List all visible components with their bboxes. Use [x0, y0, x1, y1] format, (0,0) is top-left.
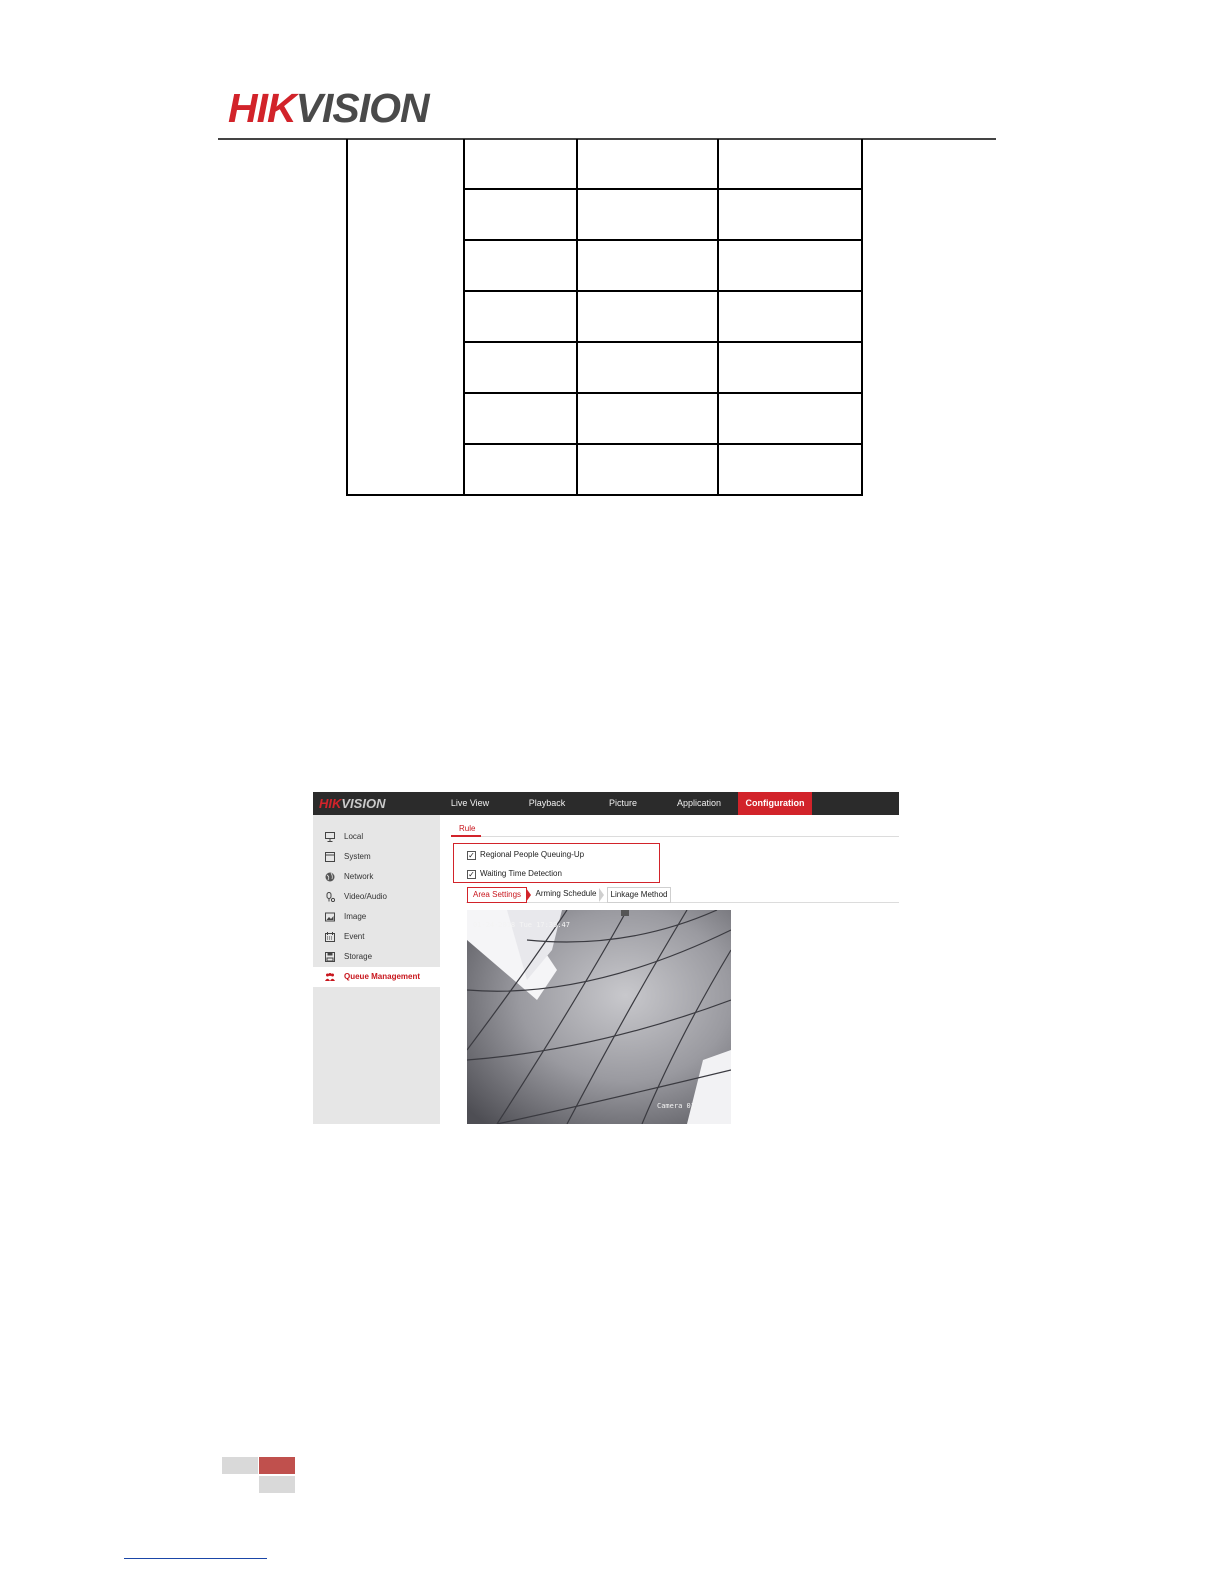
- subtab-arrow: [599, 888, 604, 902]
- checkbox-label: Waiting Time Detection: [480, 869, 562, 878]
- subtab-arrow: [526, 888, 531, 902]
- footer-link-underline[interactable]: [124, 1558, 267, 1559]
- table-cell: [464, 189, 577, 240]
- footer-block-gray-lower: [259, 1476, 295, 1493]
- sidebar-item-event[interactable]: [313, 927, 440, 947]
- sidebar-item-local[interactable]: [313, 827, 440, 847]
- table-cell: [464, 139, 577, 189]
- sidebar-item-storage[interactable]: [313, 947, 440, 967]
- subtab-linkage-method[interactable]: Linkage Method: [607, 887, 671, 903]
- subtab-arming-schedule[interactable]: Arming Schedule: [535, 889, 597, 898]
- nav-picture[interactable]: Picture: [608, 798, 637, 808]
- tab-rule[interactable]: Rule: [459, 824, 476, 833]
- table-cell: [577, 444, 718, 495]
- nav-configuration[interactable]: Configuration: [738, 792, 812, 815]
- table-cell: [718, 240, 862, 291]
- table-cell-merged: [347, 139, 464, 495]
- sidebar-item-label: Image: [344, 912, 367, 921]
- fisheye-scene: [467, 910, 731, 1124]
- sidebar-item-label: Network: [344, 872, 374, 881]
- sidebar-item-image[interactable]: [313, 907, 440, 927]
- topbar-logo: HIKVISION: [319, 796, 386, 811]
- sidebar-item-video-audio[interactable]: [313, 887, 440, 907]
- sidebar-item-network[interactable]: [313, 867, 440, 887]
- system-icon: [325, 852, 335, 862]
- calendar-icon: [325, 932, 335, 942]
- sidebar-item-queue-management[interactable]: [313, 967, 440, 987]
- tab-rule-underline: [451, 835, 481, 837]
- config-sidebar: [313, 815, 440, 1124]
- sidebar-item-system[interactable]: [313, 847, 440, 867]
- table-cell: [464, 291, 577, 342]
- table-cell: [718, 291, 862, 342]
- sidebar-item-label: System: [344, 852, 371, 861]
- video-timestamp: 01-24-2018 Tue 17:39:47: [473, 921, 570, 929]
- checkbox-label: Regional People Queuing-Up: [480, 850, 585, 859]
- table-cell: [577, 189, 718, 240]
- config-screenshot: [313, 792, 899, 1124]
- microphone-icon: [325, 892, 335, 902]
- table-cell: [464, 240, 577, 291]
- table-cell: [577, 291, 718, 342]
- table-cell: [464, 444, 577, 495]
- hikvision-logo: HIKVISION: [228, 85, 429, 131]
- table-cell: [718, 393, 862, 444]
- top-nav-bar: [313, 792, 899, 815]
- checkbox-waiting-time[interactable]: ✓: [468, 870, 475, 879]
- table-cell: [718, 139, 862, 189]
- table-cell: [577, 240, 718, 291]
- table-cell: [577, 342, 718, 393]
- video-preview[interactable]: [467, 910, 731, 1124]
- table-row: [347, 139, 862, 189]
- video-camera-name: Camera 01: [657, 1102, 695, 1110]
- table-cell: [464, 393, 577, 444]
- sidebar-item-label: Queue Management: [344, 972, 421, 981]
- footer-block-red: [259, 1457, 295, 1474]
- sidebar-item-label: Video/Audio: [344, 892, 387, 901]
- tab-strip-rule: [451, 836, 899, 837]
- sidebar-item-label: Local: [344, 832, 364, 841]
- globe-icon: [325, 872, 335, 882]
- nav-live-view[interactable]: Live View: [450, 798, 490, 808]
- table-cell: [718, 444, 862, 495]
- footer-block-gray: [222, 1457, 258, 1474]
- sidebar-item-label: Storage: [344, 952, 373, 961]
- subtabs-rule: [466, 902, 899, 903]
- image-icon: [325, 912, 335, 922]
- nav-application[interactable]: Application: [676, 798, 722, 808]
- nav-playback[interactable]: Playback: [528, 798, 566, 808]
- table-cell: [577, 393, 718, 444]
- spec-table: [346, 139, 863, 496]
- table-cell: [718, 189, 862, 240]
- checkbox-regional-queuing[interactable]: ✓: [468, 851, 475, 860]
- people-icon: [325, 972, 335, 982]
- table-cell: [464, 342, 577, 393]
- table-cell: [577, 139, 718, 189]
- table-cell: [718, 342, 862, 393]
- monitor-icon: [325, 832, 335, 842]
- sidebar-item-label: Event: [344, 932, 365, 941]
- subtab-area-settings[interactable]: Area Settings: [467, 887, 527, 903]
- floppy-icon: [325, 952, 335, 962]
